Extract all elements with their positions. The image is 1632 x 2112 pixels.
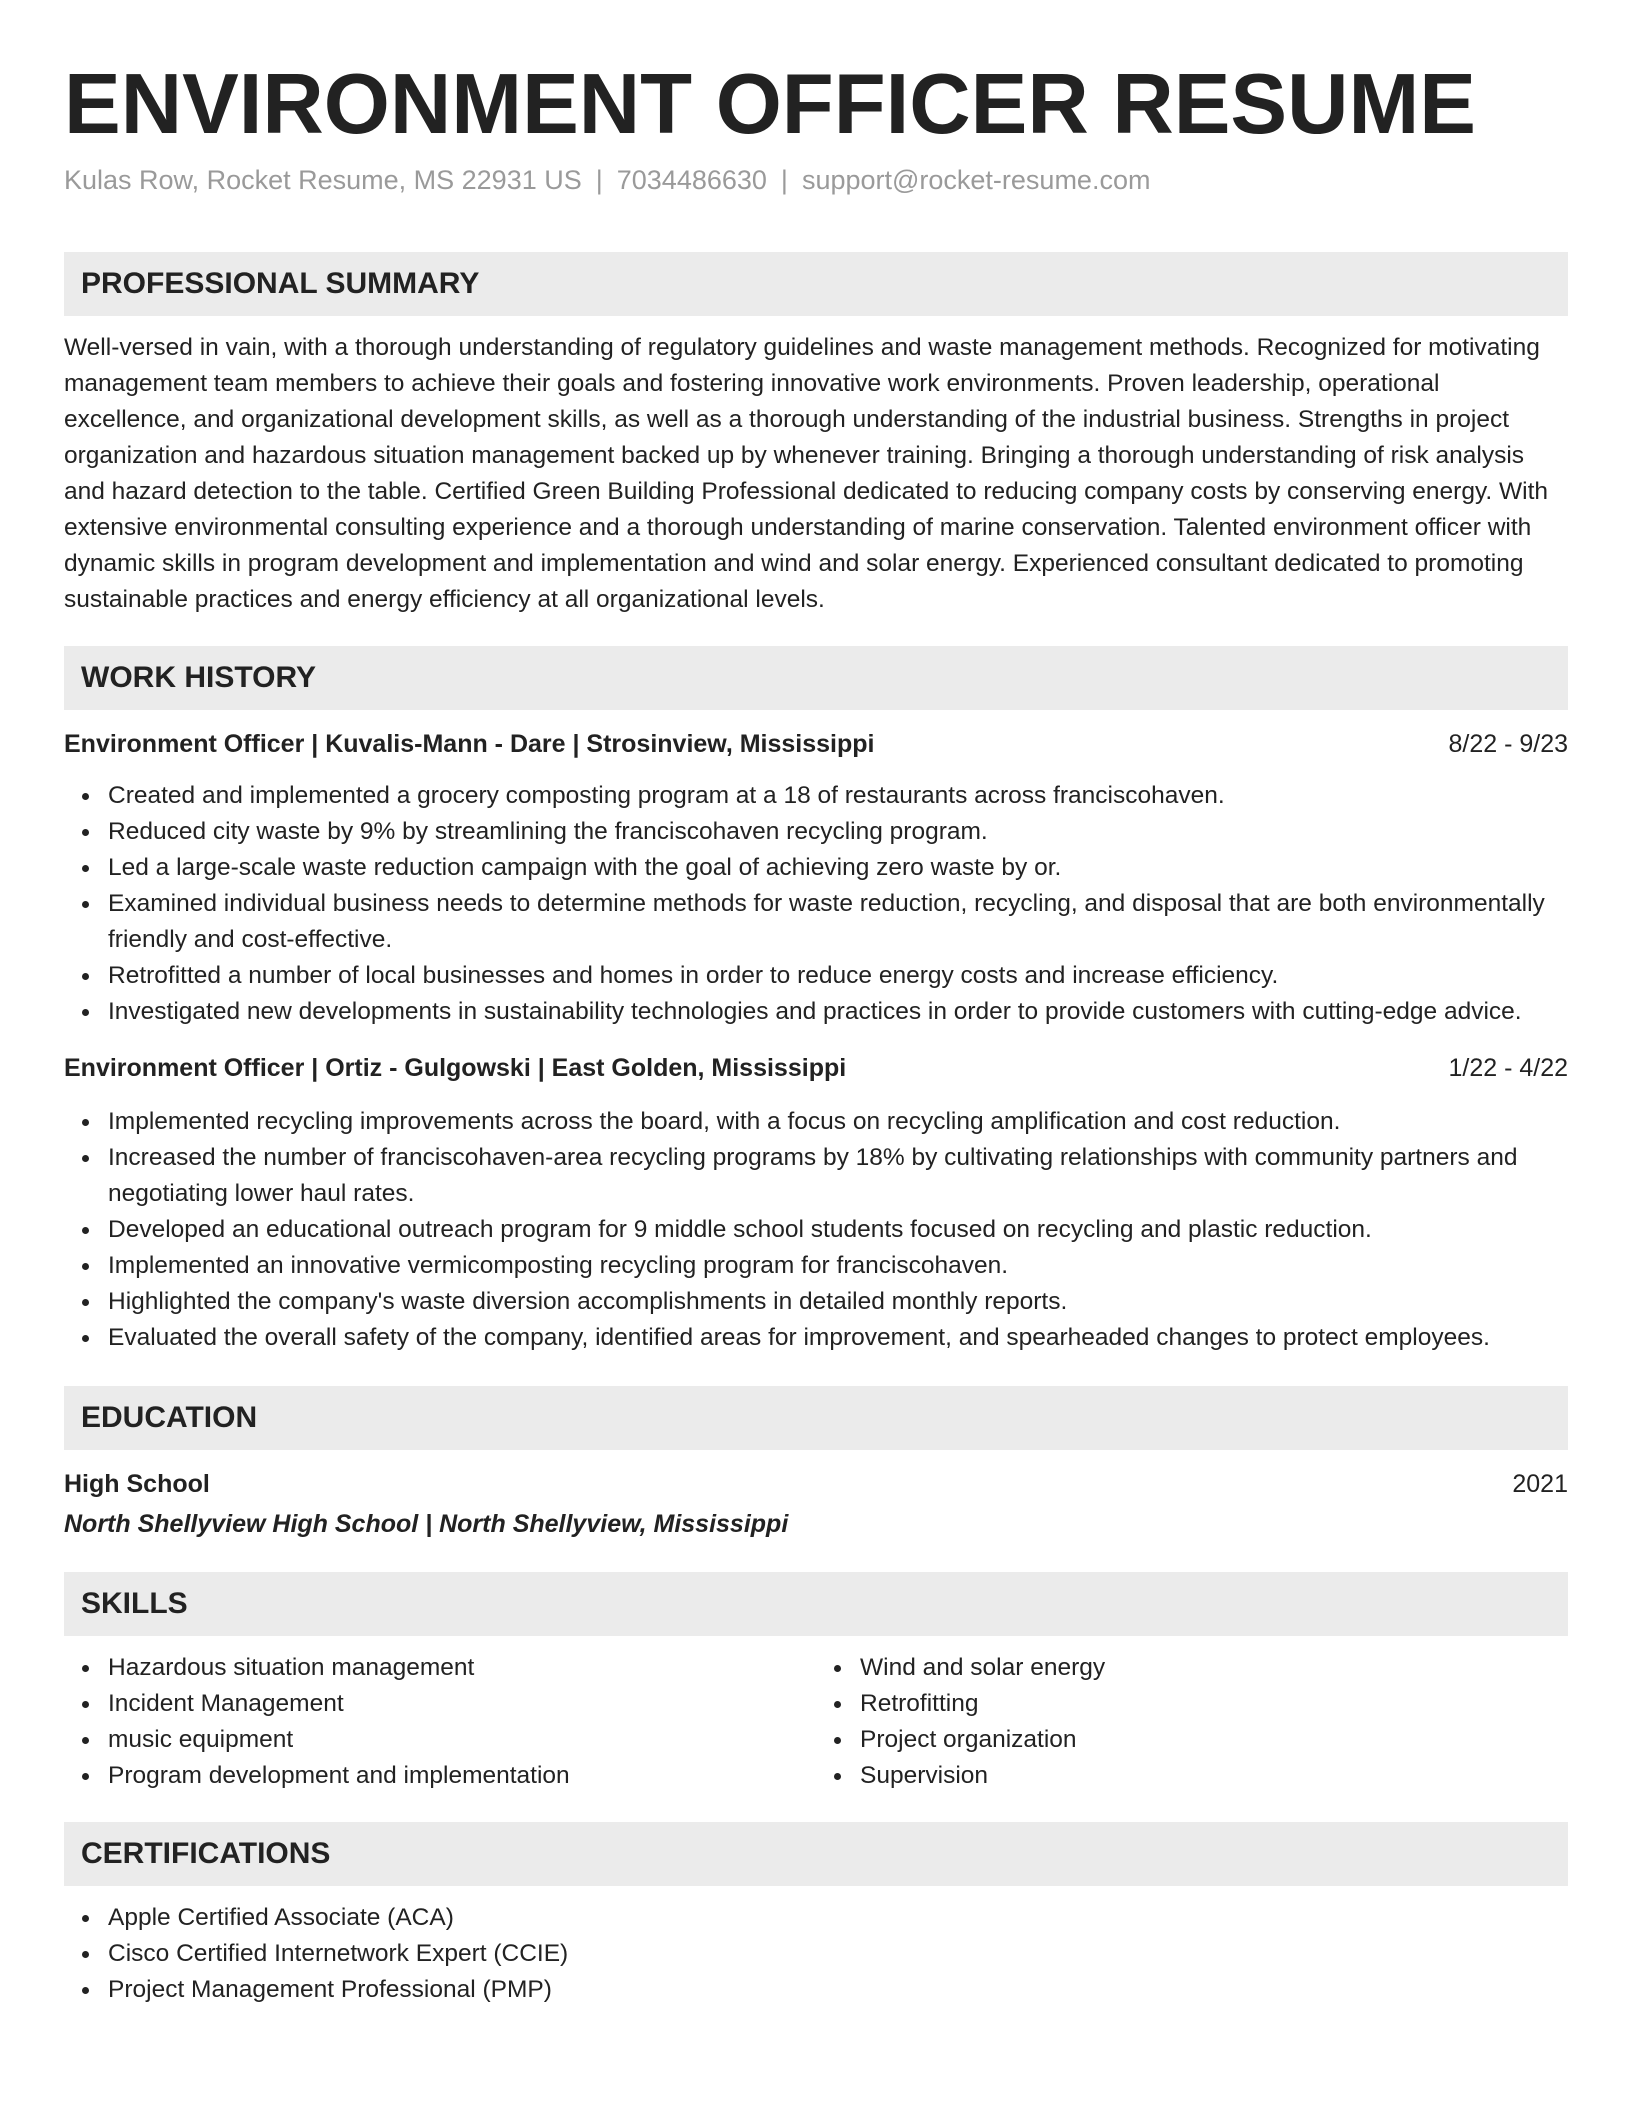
job-dates: 1/22 - 4/22 bbox=[1448, 1054, 1568, 1082]
job-bullets bbox=[64, 1104, 1568, 1356]
list-item: Led a large-scale waste reduction campaign with the goal of achieving zero waste by or. bbox=[108, 850, 1568, 886]
skills-list-left bbox=[64, 1650, 816, 1794]
list-item: Investigated new developments in sustainability technologies and practices in order to provide customers with cutting-edge advice. bbox=[108, 994, 1568, 1030]
resume-title: ENVIRONMENT OFFICER RESUME bbox=[64, 57, 1477, 152]
job-entry bbox=[64, 726, 1568, 1030]
list-item: Evaluated the overall safety of the company, identified areas for improvement, and spearheaded changes to protect employees. bbox=[108, 1320, 1568, 1356]
list-item: Hazardous situation management bbox=[108, 1650, 816, 1686]
list-item: Incident Management bbox=[108, 1686, 816, 1722]
list-item: Cisco Certified Internetwork Expert (CCIE) bbox=[108, 1936, 1568, 1972]
job-dates: 8/22 - 9/23 bbox=[1448, 730, 1568, 758]
job-title: Environment Officer | Ortiz - Gulgowski | East Golden, Mississippi bbox=[64, 1054, 847, 1082]
job-header bbox=[64, 726, 1568, 762]
list-item: Highlighted the company's waste diversion accomplishments in detailed monthly reports. bbox=[108, 1284, 1568, 1320]
job-header bbox=[64, 1050, 1568, 1086]
list-item: Retrofitting bbox=[860, 1686, 1568, 1722]
section-header-certifications: CERTIFICATIONS bbox=[64, 1822, 1568, 1886]
list-item: Implemented an innovative vermicomposting recycling program for franciscohaven. bbox=[108, 1248, 1568, 1284]
section-header-skills: SKILLS bbox=[64, 1572, 1568, 1636]
contact-line bbox=[64, 162, 1568, 198]
skills-columns bbox=[64, 1650, 1568, 1794]
summary-text: Well-versed in vain, with a thorough understanding of regulatory guidelines and waste management methods. Recognized for motivating management team members to achieve their goals and fostering innovative work environments. Proven leadership, operational excellence, and organizational development skills, as well as a thorough understanding of the industrial business. Strengths in project organization and hazardous situation management backed up by whenever training. Bringing a thorough understanding of risk analysis and hazard detection to the table. Certified Green Building Professional dedicated to reducing company costs by conserving energy. With extensive environmental consulting experience and a thorough understanding of marine conservation. Talented environment officer with dynamic skills in program development and implementation and wind and solar energy. Experienced consultant dedicated to promoting sustainable practices and energy efficiency at all organizational levels. bbox=[64, 334, 1549, 613]
contact-separator: | bbox=[780, 165, 788, 195]
list-item: Implemented recycling improvements across the board, with a focus on recycling amplification and cost reduction. bbox=[108, 1104, 1568, 1140]
list-item: Project organization bbox=[860, 1722, 1568, 1758]
contact-phone: 7034486630 bbox=[616, 165, 767, 195]
list-item: Supervision bbox=[860, 1758, 1568, 1794]
list-item: Wind and solar energy bbox=[860, 1650, 1568, 1686]
list-item: Project Management Professional (PMP) bbox=[108, 1972, 1568, 2008]
contact-address: Kulas Row, Rocket Resume, MS 22931 US bbox=[64, 165, 582, 195]
contact-separator: | bbox=[595, 165, 603, 195]
list-item: Developed an educational outreach program for 9 middle school students focused on recycling and plastic reduction. bbox=[108, 1212, 1568, 1248]
job-entry bbox=[64, 1050, 1568, 1356]
list-item: Program development and implementation bbox=[108, 1758, 816, 1794]
job-bullets bbox=[64, 778, 1568, 1030]
list-item: music equipment bbox=[108, 1722, 816, 1758]
section-header-education: EDUCATION bbox=[64, 1386, 1568, 1450]
list-item: Reduced city waste by 9% by streamlining the franciscohaven recycling program. bbox=[108, 814, 1568, 850]
education-year: 2021 bbox=[1512, 1470, 1568, 1498]
education-school: North Shellyview High School | North Shellyview, Mississippi bbox=[64, 1510, 789, 1538]
skills-list-right bbox=[816, 1650, 1568, 1794]
list-item: Created and implemented a grocery composting program at a 18 of restaurants across franciscohaven. bbox=[108, 778, 1568, 814]
list-item: Apple Certified Associate (ACA) bbox=[108, 1900, 1568, 1936]
education-header bbox=[64, 1466, 1568, 1502]
list-item: Retrofitted a number of local businesses and homes in order to reduce energy costs and increase efficiency. bbox=[108, 958, 1568, 994]
list-item: Examined individual business needs to determine methods for waste reduction, recycling, and disposal that are both environmentally friendly and cost-effective. bbox=[108, 886, 1568, 958]
job-title: Environment Officer | Kuvalis-Mann - Dare | Strosinview, Mississippi bbox=[64, 730, 875, 758]
list-item: Increased the number of franciscohaven-area recycling programs by 18% by cultivating relationships with community partners and negotiating lower haul rates. bbox=[108, 1140, 1568, 1212]
section-header-summary: PROFESSIONAL SUMMARY bbox=[64, 252, 1568, 316]
section-header-work-history: WORK HISTORY bbox=[64, 646, 1568, 710]
contact-email: support@rocket-resume.com bbox=[801, 165, 1151, 195]
certifications-list bbox=[64, 1900, 1568, 2008]
education-degree: High School bbox=[64, 1470, 210, 1498]
